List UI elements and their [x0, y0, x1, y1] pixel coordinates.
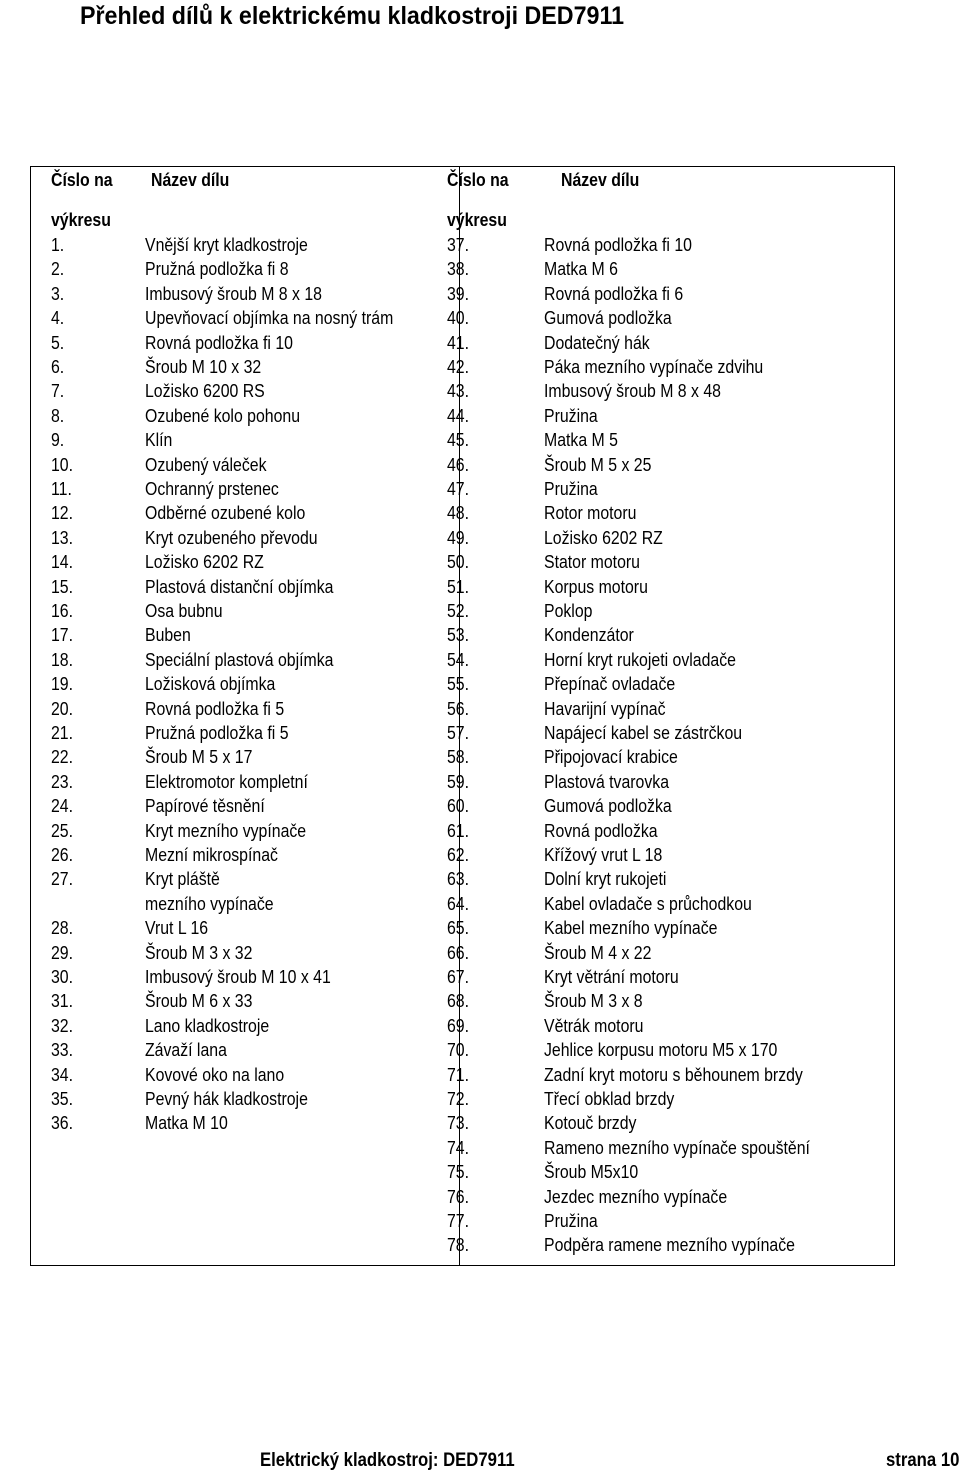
part-name: Dodatečný hák [544, 332, 650, 353]
part-name: Havarijní vypínač [544, 698, 666, 719]
part-number: 20. [51, 698, 74, 719]
part-name: Ložisko 6200 RS [145, 381, 265, 402]
part-name: Šroub M 3 x 8 [544, 991, 643, 1012]
part-name: Speciální plastová objímka [145, 649, 334, 670]
part-number: 18. [51, 649, 74, 670]
part-number: 44. [447, 405, 470, 426]
part-number: 70. [447, 1040, 470, 1061]
part-name: Ochranný prstenec [145, 479, 279, 499]
part-name: Mezní mikrospínač [145, 845, 278, 865]
part-number: 68. [447, 991, 470, 1012]
part-name: Ozubený váleček [145, 454, 267, 475]
part-name: Horní kryt rukojeti ovladače [544, 649, 736, 670]
part-number: 15. [51, 576, 74, 597]
part-name: Elektromotor kompletní [145, 771, 308, 792]
part-number: 43. [447, 381, 470, 402]
part-name: Podpěra ramene mezního vypínače [544, 1235, 795, 1256]
part-number: 9. [51, 430, 65, 451]
part-number: 34. [51, 1064, 74, 1085]
left-name-header: Název dílu [151, 170, 230, 190]
part-number: 26. [51, 845, 74, 865]
part-number: 46. [447, 454, 470, 475]
part-number: 63. [447, 869, 470, 890]
part-name: Šroub M 5 x 25 [544, 454, 652, 475]
part-number: 25. [51, 820, 74, 841]
part-number: 10. [51, 454, 74, 475]
part-number: 53. [447, 625, 470, 646]
part-number: 33. [51, 1040, 74, 1061]
part-number: 21. [51, 723, 74, 743]
part-name: Imbusový šroub M 8 x 18 [145, 283, 322, 304]
part-number: 54. [447, 649, 470, 670]
part-number: 5. [51, 332, 65, 353]
page-title: Přehled dílů k elektrickému kladkostroji DED7911 [80, 2, 625, 30]
part-number: 2. [51, 259, 65, 280]
part-name: Jehlice korpusu motoru M5 x 170 [544, 1040, 778, 1061]
part-name: Šroub M 6 x 33 [145, 991, 253, 1012]
part-number: 51. [447, 576, 470, 597]
part-name: Matka M 6 [544, 259, 618, 280]
part-number: 1. [51, 235, 65, 255]
part-name: Páka mezního vypínače zdvihu [544, 357, 764, 377]
part-name: Stator motoru [544, 552, 640, 573]
part-name: Dolní kryt rukojeti [544, 869, 667, 890]
part-name: Vrut L 16 [145, 918, 209, 939]
part-name: Gumová podložka [544, 796, 672, 817]
part-name: Pružina [544, 1211, 598, 1231]
part-name: Rotor motoru [544, 503, 637, 524]
part-number: 30. [51, 967, 74, 987]
part-name: Rovná podložka fi 10 [544, 235, 692, 255]
part-name: Kryt ozubeného převodu [145, 527, 318, 548]
part-name: Třecí obklad brzdy [544, 1089, 675, 1109]
part-number: 61. [447, 820, 470, 841]
part-number: 8. [51, 405, 65, 426]
part-number: 64. [447, 893, 470, 914]
part-number: 22. [51, 747, 74, 768]
part-name: Šroub M 5 x 17 [145, 747, 253, 768]
part-number: 31. [51, 991, 74, 1012]
part-number: 27. [51, 869, 74, 890]
part-number: 49. [447, 527, 470, 548]
part-number: 36. [51, 1113, 74, 1134]
part-name: Pružina [544, 479, 598, 499]
part-name: Křížový vrut L 18 [544, 845, 663, 865]
part-number: 41. [447, 332, 470, 353]
part-number: 11. [51, 479, 72, 499]
part-number: 73. [447, 1113, 470, 1134]
part-number: 12. [51, 503, 74, 524]
part-number: 75. [447, 1162, 470, 1183]
part-name: Vnější kryt kladkostroje [145, 235, 308, 255]
part-name: Závaží lana [145, 1040, 227, 1061]
right-name-header: Název dílu [561, 170, 640, 190]
part-number: 50. [447, 552, 470, 573]
part-number: 17. [51, 625, 74, 646]
part-name-continued: mezního vypínače [145, 893, 274, 914]
part-name: Kryt pláště [145, 869, 220, 890]
part-number: 72. [447, 1089, 470, 1109]
part-number: 56. [447, 698, 470, 719]
part-number: 57. [447, 723, 470, 743]
part-number: 76. [447, 1186, 470, 1207]
part-name: Kryt větrání motoru [544, 967, 679, 987]
part-name: Matka M 5 [544, 430, 618, 451]
part-name: Šroub M 10 x 32 [145, 357, 262, 377]
part-name: Imbusový šroub M 8 x 48 [544, 381, 721, 402]
part-name: Imbusový šroub M 10 x 41 [145, 967, 331, 987]
part-name: Poklop [544, 601, 593, 621]
part-name: Plastová tvarovka [544, 771, 670, 792]
part-number: 58. [447, 747, 470, 768]
part-number: 13. [51, 527, 74, 548]
part-name: Plastová distanční objímka [145, 576, 334, 597]
part-number: 71. [447, 1064, 470, 1085]
part-name: Rameno mezního vypínače spouštění [544, 1137, 810, 1158]
part-number: 45. [447, 430, 470, 451]
part-name: Větrák motoru [544, 1015, 644, 1036]
part-name: Lano kladkostroje [145, 1015, 270, 1036]
part-name: Odběrné ozubené kolo [145, 503, 306, 524]
part-number: 19. [51, 674, 74, 695]
part-name: Přepínač ovladače [544, 674, 676, 695]
part-name: Pružina [544, 405, 598, 426]
part-number: 40. [447, 308, 470, 329]
part-name: Rovná podložka fi 10 [145, 332, 293, 353]
part-name: Kotouč brzdy [544, 1113, 637, 1134]
part-number: 60. [447, 796, 470, 817]
part-name: Ložisková objímka [145, 674, 276, 695]
part-number: 37. [447, 235, 470, 255]
part-number: 16. [51, 601, 74, 621]
part-name: Buben [145, 625, 191, 646]
part-name: Klín [145, 430, 173, 451]
part-number: 24. [51, 796, 74, 817]
part-name: Šroub M 4 x 22 [544, 942, 652, 963]
part-number: 39. [447, 283, 470, 304]
part-number: 4. [51, 308, 65, 329]
part-name: Ložisko 6202 RZ [544, 527, 663, 548]
part-number: 23. [51, 771, 74, 792]
right-number-header: Číslo na [447, 170, 509, 190]
part-name: Rovná podložka fi 5 [145, 698, 285, 719]
part-number: 65. [447, 918, 470, 939]
left-number-header-line2: výkresu [51, 210, 111, 230]
part-name: Papírové těsnění [145, 796, 265, 817]
part-number: 14. [51, 552, 74, 573]
part-number: 69. [447, 1015, 470, 1036]
part-name: Pružná podložka fi 5 [145, 723, 289, 743]
part-number: 38. [447, 259, 470, 280]
footer-document-name: Elektrický kladkostroj: DED7911 [260, 1450, 515, 1471]
part-name: Osa bubnu [145, 601, 223, 621]
part-number: 6. [51, 357, 65, 377]
part-number: 55. [447, 674, 470, 695]
part-name: Rovná podložka fi 6 [544, 283, 684, 304]
part-name: Pevný hák kladkostroje [145, 1089, 308, 1109]
part-name: Kondenzátor [544, 625, 634, 646]
part-number: 59. [447, 771, 470, 792]
parts-table [30, 166, 895, 1266]
part-name: Zadní kryt motoru s běhounem brzdy [544, 1064, 803, 1085]
part-name: Ozubené kolo pohonu [145, 405, 301, 426]
part-name: Šroub M5x10 [544, 1162, 639, 1183]
part-number: 74. [447, 1137, 470, 1158]
part-name: Kabel mezního vypínače [544, 918, 718, 939]
right-number-header-line2: výkresu [447, 210, 507, 230]
part-name: Kabel ovladače s průchodkou [544, 893, 752, 914]
part-name: Kovové oko na lano [145, 1064, 285, 1085]
part-number: 35. [51, 1089, 74, 1109]
part-name: Matka M 10 [145, 1113, 228, 1134]
part-name: Jezdec mezního vypínače [544, 1186, 728, 1207]
part-name: Připojovací krabice [544, 747, 678, 768]
part-number: 28. [51, 918, 74, 939]
part-number: 32. [51, 1015, 74, 1036]
part-name: Pružná podložka fi 8 [145, 259, 289, 280]
part-number: 66. [447, 942, 470, 963]
left-number-header: Číslo na [51, 170, 113, 190]
part-number: 52. [447, 601, 470, 621]
part-name: Ložisko 6202 RZ [145, 552, 264, 573]
part-name: Korpus motoru [544, 576, 648, 597]
part-name: Gumová podložka [544, 308, 672, 329]
part-number: 7. [51, 381, 65, 402]
part-number: 3. [51, 283, 65, 304]
part-name: Upevňovací objímka na nosný trám [145, 308, 394, 329]
part-number: 47. [447, 479, 470, 499]
part-number: 62. [447, 845, 470, 865]
part-name: Kryt mezního vypínače [145, 820, 307, 841]
part-number: 67. [447, 967, 470, 987]
part-number: 48. [447, 503, 470, 524]
part-number: 42. [447, 357, 470, 377]
part-name: Šroub M 3 x 32 [145, 942, 253, 963]
part-name: Rovná podložka [544, 820, 658, 841]
part-number: 29. [51, 942, 74, 963]
part-name: Napájecí kabel se zástrčkou [544, 723, 743, 743]
part-number: 78. [447, 1235, 470, 1256]
footer-page-number: strana 10 [886, 1450, 960, 1471]
part-number: 77. [447, 1211, 470, 1231]
